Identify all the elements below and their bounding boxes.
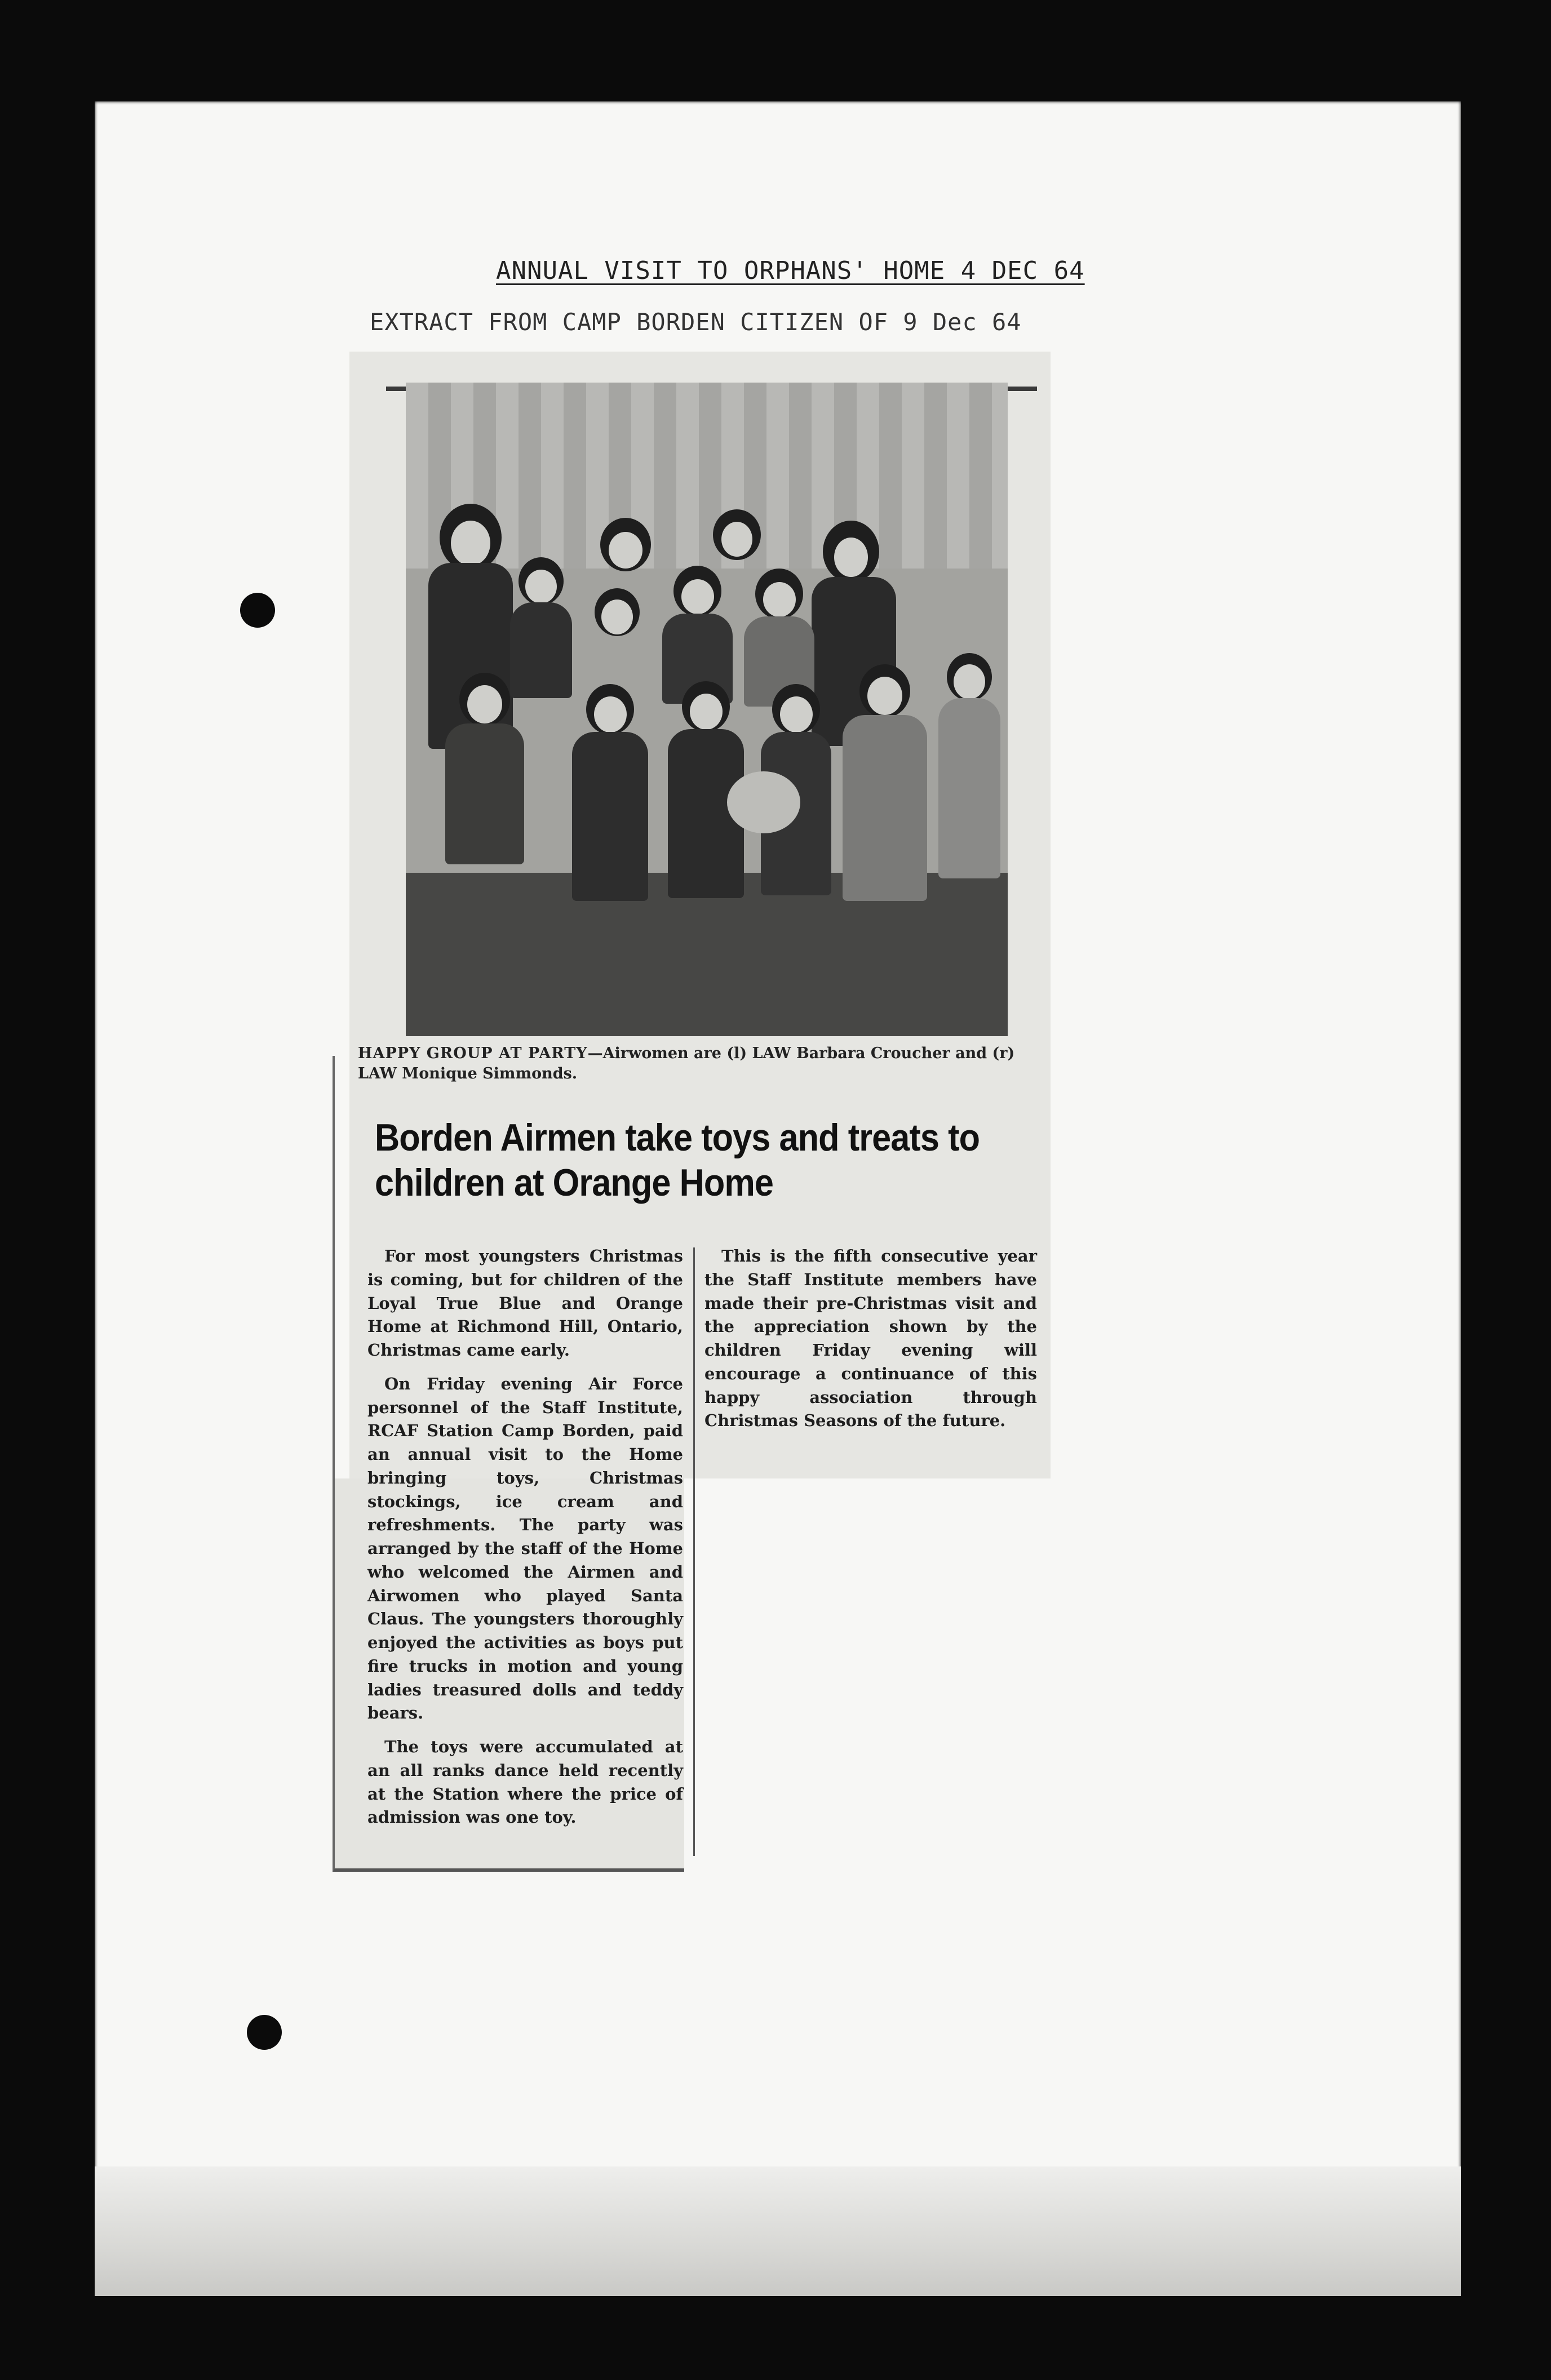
typed-extract-line: EXTRACT FROM CAMP BORDEN CITIZEN OF 9 Dec 64 <box>370 308 1022 336</box>
clipping-edge-rule <box>333 1056 335 1484</box>
column-divider <box>693 1247 695 1856</box>
group-photo <box>406 383 1008 1036</box>
article-right-column <box>704 1245 1037 1443</box>
photo-caption <box>358 1044 1048 1085</box>
article-paragraph: This is the fifth consecutive year the Staff Institute members have made their pre-Christmas visit and the appreciation shown by the children Friday evening will encourage a continuance of this happy association through Christmas Seasons of the future. <box>704 1246 1037 1431</box>
punch-hole-top <box>240 593 275 628</box>
caption-lead: HAPPY GROUP AT PARTY <box>358 1045 588 1062</box>
article-paragraph: For most youngsters Christmas is coming, but for children of the Loyal True Blue and Orange Home at Richmond Hill, Ontario, Christmas came early. <box>367 1246 683 1360</box>
article-paragraph: On Friday evening Air Force personnel of the Staff Institute, RCAF Station Camp Borden, paid an annual visit to the Home bringing toys, Christmas stockings, ice cream and refreshments. The party was arranged by the staff of the Home who welcomed the Airmen and Airwomen who played Santa Claus. The youngsters thoroughly enjoyed the activities as boys put fire trucks in motion and young ladies treasured dolls and teddy bears. <box>367 1374 683 1723</box>
article-paragraph: The toys were accumulated at an all ranks dance held recently at the Station where the price of admission was one toy. <box>367 1737 683 1827</box>
caption-text: —Airwomen are (l) LAW Barbara Croucher and (r) LAW Monique Simmonds. <box>358 1045 1015 1083</box>
scan-shadow-band <box>95 2166 1461 2296</box>
typed-heading: ANNUAL VISIT TO ORPHANS' HOME 4 DEC 64 <box>496 256 1085 285</box>
article-left-column <box>367 1245 683 1840</box>
newspaper-clipping <box>333 352 1048 1868</box>
punch-hole-bottom <box>247 2015 282 2050</box>
article-headline: Borden Airmen take toys and treats to children at Orange Home <box>375 1116 980 1205</box>
